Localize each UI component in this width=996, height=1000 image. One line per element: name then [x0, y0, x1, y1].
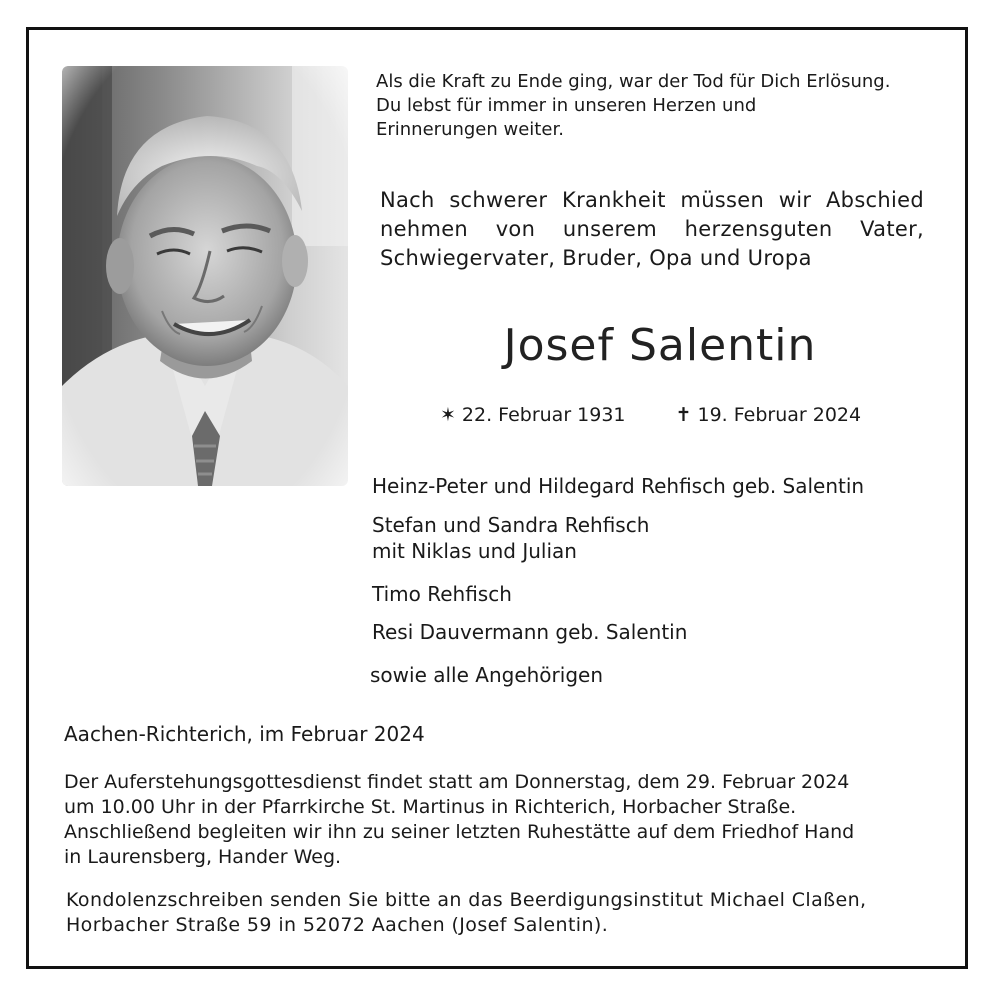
announcement-line: nehmen von unserem herzensguten Vater, — [380, 217, 924, 241]
verse-line: Erinnerungen weiter. — [376, 119, 564, 140]
service-line: Der Auferstehungsgottesdienst findet statt am Donnerstag, dem 29. Februar 2024 — [64, 771, 850, 793]
condolence-line: Horbacher Straße 59 in 52072 Aachen (Josef Salentin). — [66, 914, 609, 936]
family-line: Resi Dauvermann geb. Salentin — [372, 620, 688, 644]
service-line: in Laurensberg, Hander Weg. — [64, 846, 342, 868]
family-line-part: mit Niklas und Julian — [372, 539, 577, 563]
verse-line: Du lebst für immer in unseren Herzen und — [376, 95, 757, 116]
birth-date: 22. Februar 1931 — [461, 404, 626, 426]
family-line-part: Stefan und Sandra Rehfisch — [372, 513, 650, 537]
verse-line: Als die Kraft zu Ende ging, war der Tod für Dich Erlösung. — [376, 71, 891, 92]
life-dates — [440, 402, 861, 428]
announcement-line: Nach schwerer Krankheit müssen wir Abschied — [380, 188, 924, 212]
birth-star-icon: ✶ — [440, 404, 456, 426]
announcement — [380, 186, 924, 273]
family-line: Heinz-Peter und Hildegard Rehfisch geb. Salentin — [372, 474, 865, 498]
portrait-photo — [62, 66, 348, 486]
service-line: um 10.00 Uhr in der Pfarrkirche St. Martinus in Richterich, Horbacher Straße. — [64, 796, 797, 818]
family-line: Timo Rehfisch — [372, 582, 512, 606]
announcement-line: Schwiegervater, Bruder, Opa und Uropa — [380, 246, 812, 270]
family-line: sowie alle Angehörigen — [370, 663, 603, 687]
service-info — [64, 770, 854, 870]
death-date: 19. Februar 2024 — [697, 404, 862, 426]
condolence-line: Kondolenzschreiben senden Sie bitte an das Beerdigungsinstitut Michael Claßen, — [66, 889, 867, 911]
death-cross-icon: ✝ — [675, 404, 692, 426]
service-line: Anschließend begleiten wir ihn zu seiner letzten Ruhestätte auf dem Friedhof Hand — [64, 821, 855, 843]
place-date: Aachen-Richterich, im Februar 2024 — [64, 722, 425, 746]
deceased-name: Josef Salentin — [503, 320, 817, 371]
family-line — [372, 512, 649, 564]
condolence-info — [66, 888, 867, 938]
verse — [376, 70, 890, 142]
